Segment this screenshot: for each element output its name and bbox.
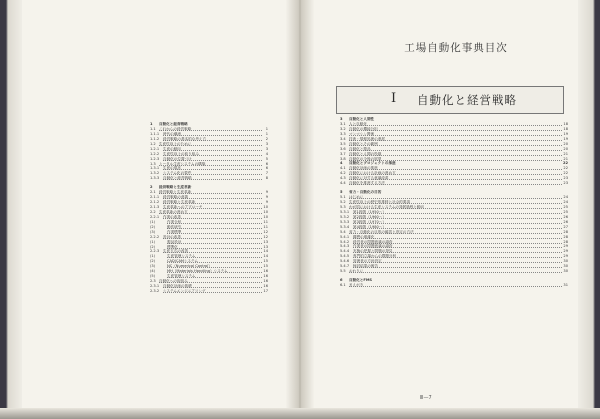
toc-entry-page: 14 xyxy=(263,254,268,259)
toc-entry-title: 第4段階（1980～） xyxy=(353,224,386,229)
toc-entry-title: これからの経営戦略 xyxy=(159,126,192,131)
toc-entry-page: 10 xyxy=(263,209,268,214)
toc-entry-title: 実態の把握と問題の発見 xyxy=(353,249,393,254)
toc-entry-title: わが国における生産システムの発展過程と動向 xyxy=(349,204,425,209)
toc-entry-number: 3.6 xyxy=(340,146,346,151)
toc-entry-title: 経営戦略と生産革新 xyxy=(159,190,192,195)
toc-entry-page: 29 xyxy=(563,249,568,254)
toc-entry-page: 22 xyxy=(563,171,568,176)
toc-entry-page: 16 xyxy=(263,269,268,274)
chapter-title: 自動化と経営戦略 xyxy=(417,93,517,107)
toc-entry-page: 28 xyxy=(563,229,568,234)
toc-entry-number: 2.2.1 xyxy=(150,214,160,219)
toc-entry-title: 生産の現状 xyxy=(163,166,181,171)
toc-entry-number: 3.5 xyxy=(340,141,346,146)
toc-entry-title: 省力・自動化の目的 xyxy=(349,190,382,195)
book-gutter xyxy=(286,0,314,419)
toc-entry-number: 5.2 xyxy=(340,200,346,204)
toc-entry-page: 4 xyxy=(265,151,268,156)
toc-entry-title: 経営戦略の意義 xyxy=(163,195,189,200)
toc-leader-dots xyxy=(353,238,562,239)
toc-entry-title: 製品設計 xyxy=(167,239,182,244)
toc-entry-page: 13 xyxy=(263,239,268,244)
toc-entry-number: 1.3.1 xyxy=(150,166,160,171)
toc-entry-page: 1 xyxy=(265,131,268,136)
toc-entry-page: 29 xyxy=(563,244,568,249)
toc-entry-page: 23 xyxy=(563,181,568,186)
toc-entry-title: 設計の改善 xyxy=(163,234,181,239)
toc-entry-title: 生産管理システム xyxy=(167,274,196,279)
toc-entry-number: 3 xyxy=(340,117,343,121)
toc-entry-title: 技術・情報処理の進展 xyxy=(349,136,385,141)
toc-entry xyxy=(150,176,268,181)
toc-entry-number: (3) xyxy=(150,264,156,269)
toc-entry-number: 2.1 xyxy=(150,190,156,195)
toc-entry-title: 生産性向上の取り組み xyxy=(163,151,199,156)
toc-entry-title: 時代の潮流 xyxy=(163,131,181,136)
left-page-edge xyxy=(0,0,22,419)
toc-entry-page: 3 xyxy=(265,146,268,151)
toc-entry-page: 11 xyxy=(263,219,268,224)
toc-entry-title: 作業標準 xyxy=(167,229,182,234)
toc-leader-dots xyxy=(349,169,562,170)
toc-entry-page: 10 xyxy=(263,214,268,219)
toc-entry-number: 4.1 xyxy=(340,166,346,171)
toc-entry-page: 16 xyxy=(263,279,268,284)
toc-entry-page: 21 xyxy=(563,156,568,161)
toc-entry-title: 生産性向上のために xyxy=(159,141,192,146)
toc-entry-number: 5.4.5 xyxy=(340,254,350,259)
toc-entry-page: 15 xyxy=(263,259,268,264)
toc-entry-page: 5 xyxy=(265,156,268,161)
toc-entry-number: 5.4.3 xyxy=(340,244,350,249)
toc-entry-title: まえがき xyxy=(349,283,364,287)
toc-entry-number: 2.2.2 xyxy=(150,234,160,239)
toc-entry-page: 22 xyxy=(563,166,568,171)
toc-entry-page: 2 xyxy=(265,136,268,141)
toc-entry-page: 14 xyxy=(263,249,268,254)
toc-entry-page: 15 xyxy=(263,264,268,269)
toc-entry-number: (1) xyxy=(150,219,156,224)
toc-entry-page: 17 xyxy=(263,288,268,293)
toc-entry-title: 経営者の問題意識の調査 xyxy=(353,239,393,244)
toc-entry-number: (1) xyxy=(150,254,156,259)
toc-entry-title: 生産革新へのアプローチ xyxy=(163,205,203,209)
toc-entry-page: 8 xyxy=(265,176,268,181)
toc-entry-title: 人と自動化 xyxy=(349,121,367,126)
toc-entry-title: 自動化を推進する方法 xyxy=(349,181,385,186)
toc-entry-number: 6 xyxy=(340,278,343,283)
toc-entry-number: 5.5 xyxy=(340,269,346,274)
toc-entry-page: 24 xyxy=(563,195,568,200)
toc-entry-page: 25 xyxy=(563,209,568,214)
toc-entry-title: 自動化への取組み xyxy=(159,279,188,284)
toc-entry-title: 動作研究 xyxy=(167,224,182,229)
toc-entry-title: トータル生産システムの構築 xyxy=(159,161,206,166)
toc-entry-title: 自動化と経営戦略 xyxy=(163,176,192,181)
toc-entry-number: 5.4.7 xyxy=(340,264,350,269)
toc-leader-dots xyxy=(349,150,562,151)
toc-entry-number: 5.4.2 xyxy=(340,239,350,244)
toc-entry-title: 自動化計画の基礎 xyxy=(163,284,192,288)
toc-leader-dots xyxy=(353,267,562,268)
toc-entry-page: 16 xyxy=(263,284,268,288)
toc-entry-page: 19 xyxy=(563,136,568,141)
toc-leader-dots xyxy=(349,125,562,126)
toc-column-left xyxy=(150,122,268,294)
toc-entry-title: 自動化における計画の進め方 xyxy=(349,171,396,176)
toc-entry-number: 1.2.2 xyxy=(150,151,160,156)
toc-entry-number: 4.3 xyxy=(340,176,346,181)
toc-entry-number: 1 xyxy=(150,122,153,126)
book-title: 工場自動化事典目次 xyxy=(404,42,508,54)
toc-entry-title: 経営戦略と生産革新 xyxy=(159,185,192,190)
toc-entry-title: 第3段階（1970～） xyxy=(353,219,386,224)
toc-entry-page: 24 xyxy=(563,200,568,204)
toc-entry-page: 25 xyxy=(563,204,568,209)
toc-entry-number: 3.1 xyxy=(340,121,346,126)
toc-entry-page: 12 xyxy=(263,234,268,239)
toc-entry-number: 5.3.2 xyxy=(340,214,350,219)
toc-entry-page: 20 xyxy=(563,141,568,146)
toc-entry-number: 1.1.2 xyxy=(150,136,160,141)
toc-entry-title: 作業の改善 xyxy=(163,214,181,219)
toc-leader-dots xyxy=(349,272,562,273)
toc-entry-page: 23 xyxy=(563,176,568,181)
toc-entry-number: (5) xyxy=(150,274,156,279)
toc-entry-number: 1.3 xyxy=(150,161,156,166)
toc-entry-title: 自動化計画の推進 xyxy=(349,166,378,171)
toc-entry-page: 26 xyxy=(563,214,568,219)
toc-entry-title: NC（Numerical Control） xyxy=(167,264,212,269)
toc-entry-number: 5.3 xyxy=(340,204,346,209)
toc-entry-number: 3.2 xyxy=(340,126,346,131)
toc-entry-title: 経営戦略と生産革新 xyxy=(163,200,196,205)
toc-entry-title: マンマシン関係 xyxy=(349,131,375,136)
toc-entry-page: 6 xyxy=(265,161,268,166)
toc-entry-number: 5.4.1 xyxy=(340,234,350,239)
toc-column-right xyxy=(340,117,568,288)
toc-entry-title: 検討結果の報告 xyxy=(353,264,379,269)
toc-entry-page: 9 xyxy=(265,200,268,205)
toc-entry-page: 22 xyxy=(562,161,568,166)
page-folio: Ⅲ—7 xyxy=(420,395,432,401)
toc-entry-title: 作業者の問題意識の調査 xyxy=(353,244,393,249)
toc-entry-number: 3.4 xyxy=(340,136,346,141)
toc-entry-page: 27 xyxy=(563,224,568,229)
toc-entry-number: 2.2.3 xyxy=(150,249,160,254)
toc-entry-page: 30 xyxy=(563,259,568,264)
toc-entry-number: 4.2 xyxy=(340,171,346,176)
toc-entry-title: 自動化と製品 xyxy=(349,146,371,151)
toc-entry-title: 生産管理システム xyxy=(167,254,196,259)
toc-entry-title: MH（Materials Handling）システム xyxy=(167,269,228,274)
toc-entry xyxy=(340,283,568,288)
toc-entry-number: (1) xyxy=(150,239,156,244)
toc-entry-title: 自動化とその範囲 xyxy=(349,141,378,146)
toc-entry-number: (2) xyxy=(150,259,156,264)
toc-entry-number: 2.1.1 xyxy=(150,195,160,200)
toc-entry-number: 5 xyxy=(340,190,343,195)
toc-entry-title: 生産方式の改善 xyxy=(163,249,189,254)
toc-leader-dots xyxy=(349,130,562,131)
toc-entry-title: 自動化の機能分担 xyxy=(349,126,378,131)
toc-entry-number: 5.3.3 xyxy=(340,219,350,224)
toc-entry-title: 自動化に対する意識改革 xyxy=(349,176,389,181)
toc-entry-number: 2.1.3 xyxy=(150,205,160,209)
toc-entry-title: 第2段階（1960～） xyxy=(353,214,386,219)
toc-entry-number: (4) xyxy=(150,269,156,274)
toc-entry-title: 構想の明確化 xyxy=(353,234,375,239)
toc-leader-dots xyxy=(353,262,562,263)
toc-entry-title: 管理者の方針設定 xyxy=(353,259,382,264)
toc-entry-page: 28 xyxy=(563,239,568,244)
toc-entry-title: はじめに xyxy=(349,195,364,200)
toc-entry-page: 30 xyxy=(563,269,568,274)
toc-entry-number: 5.3.1 xyxy=(340,209,350,214)
toc-entry-title: 作業分析 xyxy=(167,219,182,224)
toc-entry-title: 第1段階（1950～） xyxy=(353,209,386,214)
toc-entry-number: 3.8 xyxy=(340,156,346,161)
toc-entry-title: 標準化 xyxy=(167,244,178,249)
toc-entry-number: 5.4.4 xyxy=(340,249,350,254)
toc-entry-number: 1.3.3 xyxy=(150,176,160,181)
toc-entry-number: (2) xyxy=(150,244,156,249)
toc-entry-number: 2.3.1 xyxy=(150,284,160,288)
toc-entry-page: 12 xyxy=(263,229,268,234)
toc-entry-title: システム化の要件 xyxy=(163,171,192,176)
toc-entry xyxy=(150,289,268,294)
toc-entry-number: 5.1 xyxy=(340,195,346,200)
right-page-edge xyxy=(578,0,600,419)
toc-entry-number: 1.2.3 xyxy=(150,156,160,161)
toc-entry-page: 13 xyxy=(263,244,268,249)
toc-leader-dots xyxy=(349,145,562,146)
toc-entry-title: 経営戦略の基本的な考え方 xyxy=(163,136,207,141)
toc-entry-title: 自動化とプロジェクトの推進 xyxy=(349,161,396,166)
toc-entry-number: 3.7 xyxy=(340,151,346,156)
toc-entry-page: 3 xyxy=(265,141,268,146)
toc-entry-number: 2.1.2 xyxy=(150,200,160,205)
toc-entry-title: システムエンジニアリング xyxy=(163,288,206,293)
toc-entry-page: 10 xyxy=(263,205,268,209)
toc-entry-title: 自動化の位置づけ xyxy=(163,156,192,161)
toc-entry-title: おわりに xyxy=(349,269,364,274)
toc-entry-title: 自動化と人間の役割 xyxy=(349,151,382,156)
toc-entry-number: 4.4 xyxy=(340,181,346,186)
toc-entry-number: 2 xyxy=(150,185,153,190)
toc-entry-page: 21 xyxy=(563,151,568,156)
toc-entry-number: 5.4 xyxy=(340,229,346,234)
toc-entry-title: 生産革新の進め方 xyxy=(159,209,188,214)
toc-entry-number: 1.3.2 xyxy=(150,171,160,176)
toc-entry-page: 31 xyxy=(563,283,568,287)
toc-entry-number: 2.3 xyxy=(150,279,156,284)
toc-entry-page: 28 xyxy=(563,234,568,239)
toc-entry-title: CAD/CAMシステム xyxy=(167,259,199,264)
toc-leader-dots xyxy=(167,248,262,249)
toc-entry-number: 1.2.1 xyxy=(150,146,160,151)
toc-entry-number: (2) xyxy=(150,224,156,229)
toc-entry-number: 1.2 xyxy=(150,141,156,146)
toc-entry-title: 自動化とFMS xyxy=(349,278,372,283)
toc-entry-page: 26 xyxy=(563,219,568,224)
toc-entry-number: 3.3 xyxy=(340,131,346,136)
toc-entry-page: 20 xyxy=(563,146,568,151)
toc-entry-number: 4 xyxy=(340,161,343,166)
toc-entry-page: 9 xyxy=(265,195,268,200)
page-bottom-shadow xyxy=(0,408,600,419)
toc-entry-title: 省力・自動化の目的の確認と設定の方法 xyxy=(349,229,414,234)
toc-entry-number: 5.3.4 xyxy=(340,224,350,229)
toc-entry-page: 1 xyxy=(265,126,268,131)
toc-entry-page: 18 xyxy=(563,126,568,131)
toc-entry-title: 専門的立場からの問題分析 xyxy=(353,254,397,259)
toc-leader-dots xyxy=(349,135,562,136)
chapter-banner xyxy=(336,86,564,114)
toc-entry-page: 19 xyxy=(563,131,568,136)
toc-entry-page: 16 xyxy=(263,274,268,279)
toc-entry xyxy=(340,181,568,186)
toc-entry-page: 7 xyxy=(265,171,268,176)
toc-entry-title: 自動化と経営戦略 xyxy=(159,122,188,126)
toc-entry-number: 2.3.2 xyxy=(150,288,160,293)
toc-entry-page: 11 xyxy=(263,224,268,229)
toc-entry-title: 生産の動向 xyxy=(163,146,181,151)
toc-entry-number: (3) xyxy=(150,229,156,234)
toc-entry-title: 生産性向上の歴史的推移と社会的要請 xyxy=(349,200,411,204)
toc-entry-number: 1.1.1 xyxy=(150,131,160,136)
toc-entry-number: 5.4.6 xyxy=(340,259,350,264)
toc-entry-number: 1.1 xyxy=(150,126,156,131)
toc-entry-number: 6.1 xyxy=(340,283,346,287)
toc-leader-dots xyxy=(349,198,562,199)
toc-entry-page: 30 xyxy=(563,264,568,269)
toc-entry-number: 2.2 xyxy=(150,209,156,214)
toc-entry-page: 9 xyxy=(265,190,268,195)
toc-entry-page: 18 xyxy=(563,121,568,126)
toc-entry-page: 6 xyxy=(265,166,268,171)
toc-entry-page: 29 xyxy=(563,254,568,259)
toc-entry-title: 自動化の今後の展望 xyxy=(349,156,382,161)
toc-entry xyxy=(340,269,568,274)
toc-leader-dots xyxy=(349,286,562,287)
toc-entry-title: 自動化と人間性 xyxy=(349,117,375,121)
chapter-roman-numeral: I xyxy=(391,91,397,106)
